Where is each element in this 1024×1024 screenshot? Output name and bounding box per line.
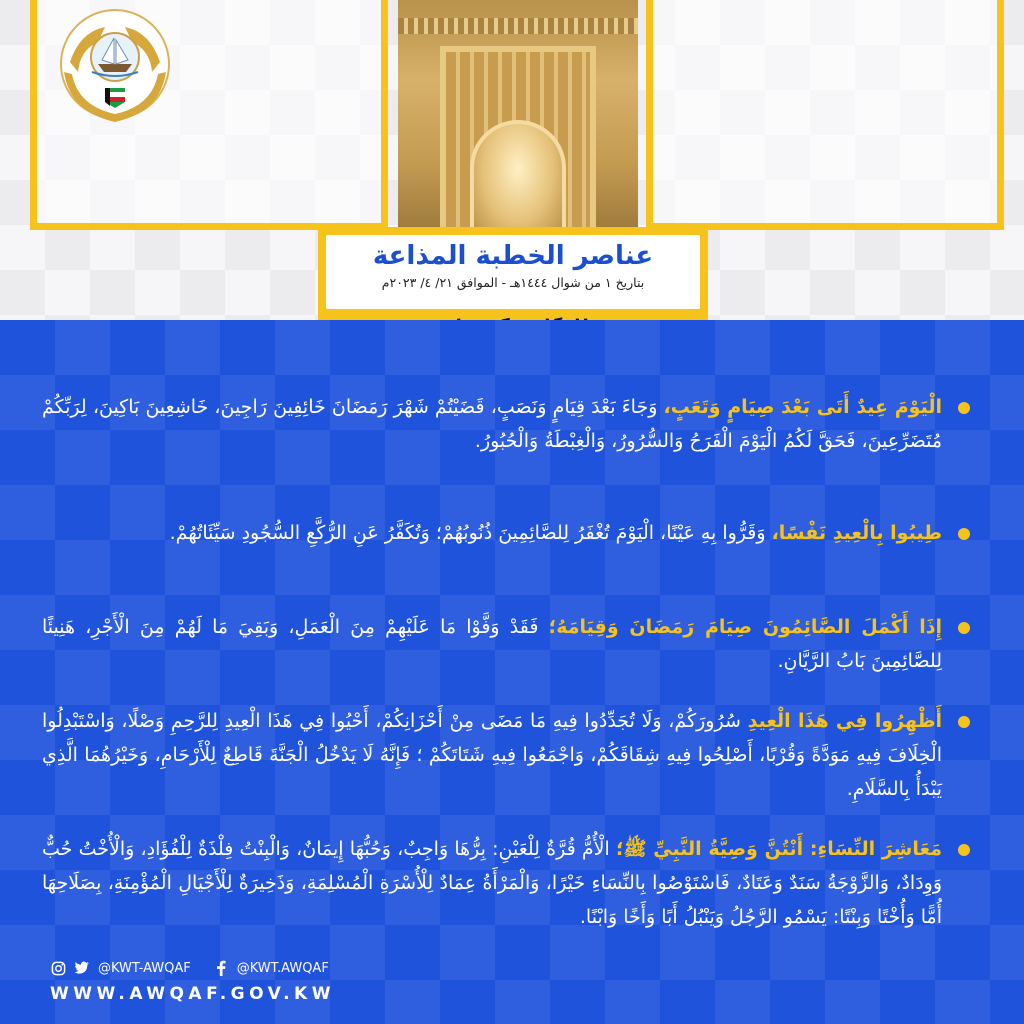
title-panel xyxy=(326,235,700,309)
point-lead: أَظْهِرُوا فِي هَذَا الْعِيدِ xyxy=(747,710,942,732)
social-links xyxy=(50,960,329,976)
bullet-dot xyxy=(958,844,970,856)
point-text: وَجَاءَ بَعْدَ قِيَامٍ وَنَصَبٍ، قَضَيْتُمْ شَهْرَ رَمَضَانَ خَائِفِينَ رَاجِينَ، خَاشِعِينَ بَاكِينَ، لِرَبِّكُمْ مُتَضَرِّعِينَ، فَحَقَّ لَكُمُ الْيَوْمَ الْفَرَحُ وَالسُّرُورُ، وَالْغِبْطَةُ وَالْحُبُورُ. xyxy=(42,396,942,452)
twitter-icon[interactable] xyxy=(74,960,90,976)
date-line: بتاريخ ١ من شوال ١٤٤٤هـ - الموافق ٢١/ ٤/ ٢٠٢٣م xyxy=(381,275,645,290)
right-frame xyxy=(646,0,1004,230)
page-title: عناصر الخطبة المذاعة xyxy=(372,241,654,271)
facebook-icon[interactable] xyxy=(213,960,229,976)
ornament-band xyxy=(398,18,638,34)
bullet-dot xyxy=(958,402,970,414)
point-text: فَقَدْ وَفَّوْا مَا عَلَيْهِمْ مِنَ الْعَمَلِ، وَبَقِيَ مَا لَهُمْ مِنَ الْأَجْرِ، هَنِيئًا لِلصَّائِمِينَ بَابُ الرَّيَّانِ. xyxy=(42,616,942,672)
point-text: وَقَرُّوا بِهِ عَيْنًا، الْيَوْمَ تُغْفَرُ لِلصَّائِمِينَ ذُنُوبُهُمْ؛ وَتُكَفَّرُ عَنِ الرُّكَّعِ السُّجُودِ سَيِّئَاتُهُمْ. xyxy=(169,522,772,544)
point-lead: طِيبُوا بِالْعِيدِ نَفْسًا، xyxy=(771,522,942,544)
sermon-point-3 xyxy=(42,610,972,678)
instagram-icon[interactable] xyxy=(50,960,66,976)
point-lead: مَعَاشِرَ النِّسَاءِ: أَنْتُنَّ وَصِيَّةُ النَّبِيِّ ﷺ؛ xyxy=(615,838,942,860)
social-handle-left[interactable]: @KWT-AWQAF xyxy=(98,960,191,976)
social-handle-right[interactable]: @KWT.AWQAF xyxy=(236,960,329,976)
mosque-door-image xyxy=(398,0,638,232)
point-lead: إِذَا أَكْمَلَ الصَّائِمُونَ صِيَامَ رَمَضَانَ وَقِيَامَهُ؛ xyxy=(548,616,942,638)
website-url[interactable]: WWW.AWQAF.GOV.KW xyxy=(50,984,335,1004)
point-lead: الْيَوْمَ عِيدٌ أَتَى بَعْدَ صِيَامٍ وَتَعَبٍ، xyxy=(663,396,942,418)
point-text: سُرُورَكُمْ، وَلَا تُجَدِّدُوا فِيهِ مَا مَضَى مِنْ أَحْزَانِكُمْ، أَحْيُوا فِي هَذَا الْعِيدِ لِلرَّحِمِ وَصْلًا، وَاسْتَبْدِلُوا الْخِلَافَ فِيهِ مَوَدَّةً وَقُرْبًا، أَصْلِحُوا فِيهِ شِقَاقَكُمْ، وَاجْمَعُوا فِيهِ شَتَاتَكُمْ ؛ فَإِنَّهُ لَا يَدْخُلُ الْجَنَّةَ قَاطِعٌ لِلْأَرْحَامِ، وَخَيْرُهُمَا الَّذِي يَبْدَأُ بِالسَّلَامِ. xyxy=(42,710,942,800)
bullet-dot xyxy=(958,528,970,540)
sermon-point-4 xyxy=(42,704,972,806)
sermon-point-2 xyxy=(42,516,972,584)
bullet-dot xyxy=(958,716,970,728)
mihrab-arch xyxy=(470,120,566,232)
sermon-point-5 xyxy=(42,832,972,968)
bullet-dot xyxy=(958,622,970,634)
sermon-point-1 xyxy=(42,390,972,490)
sermon-points xyxy=(42,390,972,994)
content-area xyxy=(0,320,1024,1024)
point-text: الْأُمُّ قُرَّةٌ لِلْعَيْنِ: بِرُّهَا وَاجِبٌ، وَحُبُّهَا إِيمَانٌ، وَالْبِنْتُ فِلْذَةٌ لِلْفُؤَادِ، وَالْأُخْتُ حُبٌّ وَوِدَادٌ، وَالزَّوْجَةُ سَنَدٌ وَعَتَادٌ، فَاسْتَوْصُوا بِالنِّسَاءِ خَيْرًا، وَالْمَرْأَةُ عِمَادٌ لِلْأُسْرَةِ الْمُسْلِمَةِ، وَذَخِيرَةٌ لِلْأَجْيَالِ الْمُؤْمِنَةِ، بِصَلَاحِهَا أُمًّا وَأُخْتًا وَبِنْتًا: يَسْمُو الرَّجُلُ وَيَنْبُلُ أَبًا وَأَخًا وَابْنًا. xyxy=(42,838,942,928)
ministry-logo xyxy=(50,2,180,134)
